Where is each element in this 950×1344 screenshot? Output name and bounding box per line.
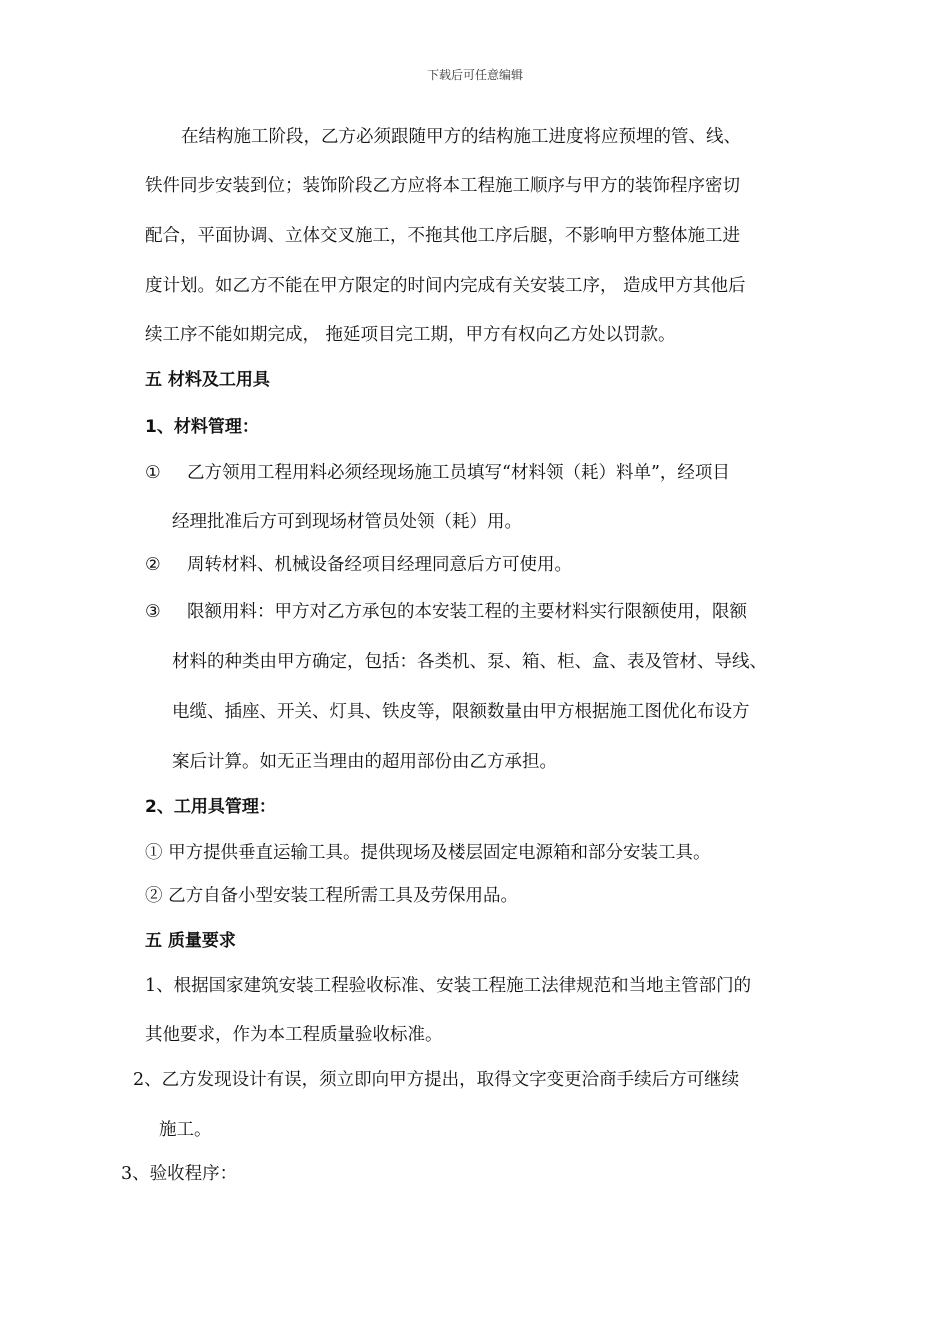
list-item-line: 经理批准后方可到现场材管员处领（耗）用。 [172, 512, 522, 532]
list-marker: ① [145, 463, 161, 483]
paragraph-line: 在结构施工阶段，乙方必须跟随甲方的结构施工进度将应预埋的管、线、 [181, 127, 741, 147]
list-item-line: 材料的种类由甲方确定，包括：各类机、泵、箱、柜、盒、表及管材、导线、 [172, 652, 767, 672]
paragraph-line: 度计划。如乙方不能在甲方限定的时间内完成有关安装工序， 造成甲方其他后 [145, 276, 746, 296]
list-item-line: 限额用料：甲方对乙方承包的本安装工程的主要材料实行限额使用，限额 [187, 602, 747, 622]
list-item-line: 电缆、插座、开关、灯具、铁皮等，限额数量由甲方根据施工图优化布设方 [172, 702, 750, 722]
section-title-quality: 五 质量要求 [145, 931, 236, 951]
section-title-materials: 五 材料及工用具 [145, 370, 270, 390]
paragraph-line: 3、验收程序： [121, 1164, 238, 1184]
paragraph-line: 铁件同步安装到位；装饰阶段乙方应将本工程施工顺序与甲方的装饰程序密切 [145, 176, 740, 196]
paragraph-line: 施工。 [159, 1120, 212, 1140]
paragraph-line: 配合，平面协调、立体交叉施工，不拖其他工序后腿，不影响甲方整体施工进 [145, 226, 740, 246]
list-item-line: 案后计算。如无正当理由的超用部份由乙方承担。 [172, 752, 557, 772]
list-marker: ③ [145, 602, 161, 622]
list-item-line: 乙方领用工程用料必须经现场施工员填写“材料领（耗）料单”，经项目 [187, 463, 730, 483]
paragraph-line: 其他要求，作为本工程质量验收标准。 [145, 1025, 443, 1045]
subsection-title-tool-management: 2、工用具管理： [145, 797, 276, 817]
list-marker: ② [145, 555, 161, 575]
page-header: 下载后可任意编辑 [426, 68, 523, 82]
list-item-line: 周转材料、机械设备经项目经理同意后方可使用。 [187, 555, 572, 575]
paragraph-line: 续工序不能如期完成， 拖延项目完工期，甲方有权向乙方处以罚款。 [145, 325, 676, 345]
list-item-line: ① 甲方提供垂直运输工具。提供现场及楼层固定电源箱和部分安装工具。 [145, 843, 711, 863]
paragraph-line: 2、乙方发现设计有误，须立即向甲方提出，取得文字变更洽商手续后方可继续 [133, 1070, 740, 1090]
subsection-title-material-management: 1、材料管理： [145, 417, 259, 437]
paragraph-line: 1、根据国家建筑安装工程验收标准、安装工程施工法律规范和当地主管部门的 [145, 976, 752, 996]
list-item-line: ② 乙方自备小型安装工程所需工具及劳保用品。 [145, 886, 519, 906]
